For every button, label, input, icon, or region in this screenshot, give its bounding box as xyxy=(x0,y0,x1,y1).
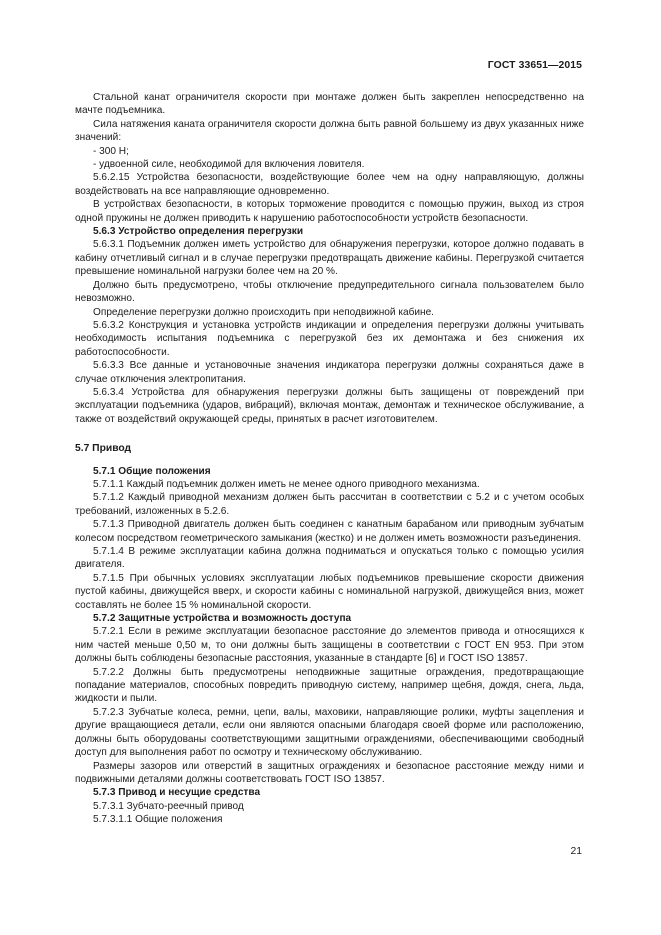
paragraph: 5.7.1.5 При обычных условиях эксплуатации любых подъемников превышение скорости движения пустой кабины, движущейся вверх, и скорости кабины с номинальной нагрузкой, движущейся вниз, может составлять не более 15 % номинальной скорости. xyxy=(75,572,584,611)
subsection-heading: 5.7.2 Защитные устройства и возможность доступа xyxy=(93,613,352,625)
paragraph: 5.7.2.2 Должны быть предусмотрены неподвижные защитные ограждения, предотвращающие попадание материалов, способных повредить приводную систему, например щебня, дождя, снега, льда, жидкости и пыли. xyxy=(75,666,584,705)
paragraph: 5.6.3.1 Подъемник должен иметь устройство для обнаружения перегрузки, которое должно подавать в кабину отчетливый сигнал и в случае перегрузки предотвращать движение кабины. Перегрузкой считается превышение номинальной нагрузки более чем на 20 %. xyxy=(75,239,584,278)
paragraph: Размеры зазоров или отверстий в защитных ограждениях и безопасное расстояние между ними и подвижными деталями должны соответствовать ГОСТ ISO 13857. xyxy=(75,760,584,785)
paragraph: 5.7.1.2 Каждый приводной механизм должен быть рассчитан в соответствии с 5.2 и с учетом особых требований, изложенных в 5.2.6. xyxy=(75,492,584,517)
paragraph: 5.7.3.1 Зубчато-реечный привод xyxy=(93,800,244,812)
paragraph: 5.7.1.1 Каждый подъемник должен иметь не менее одного приводного механизма. xyxy=(93,478,480,490)
paragraph: 5.6.3.2 Конструкция и установка устройств индикации и определения перегрузки должны учитывать необходимость испытания подъемника с перегрузкой без их демонтажа и без снижения их работоспособности. xyxy=(75,319,584,358)
paragraph: Стальной канат ограничителя скорости при монтаже должен быть закреплен непосредственно на мачте подъемника. xyxy=(75,92,584,117)
paragraph: 5.7.2.1 Если в режиме эксплуатации безопасное расстояние до элементов привода и относящихся к ним частей меньше 0,50 м, то они должны быть защищены в соответствии с ГОСТ EN 953. При этом должны быть соблюдены безопасные расстояния, указанные в стандарте [6] и ГОСТ ISO 13857. xyxy=(75,626,584,665)
document-header: ГОСТ 33651—2015 xyxy=(487,60,582,71)
subsection-heading: 5.6.3 Устройство определения перегрузки xyxy=(93,226,304,238)
paragraph: 5.6.2.15 Устройства безопасности, воздействующие более чем на одну направляющую, должны воздействовать на все направляющие одновременно. xyxy=(75,172,584,197)
paragraph: 5.6.3.3 Все данные и установочные значения индикатора перегрузки должны сохраняться даже в случае отключения электропитания. xyxy=(75,360,584,385)
list-item: - удвоенной силе, необходимой для включения ловителя. xyxy=(93,159,365,171)
list-item: - 300 Н; xyxy=(93,145,129,157)
section-heading: 5.7 Привод xyxy=(75,443,132,455)
paragraph: Должно быть предусмотрено, чтобы отключение предупредительного сигнала пользователем было невозможно. xyxy=(75,279,584,305)
paragraph: 5.7.1.3 Приводной двигатель должен быть соединен с канатным барабаном или приводным зубчатым колесом посредством геометрического замыкания (жестко) и не должен иметь возможности разъединения. xyxy=(75,519,584,544)
subsection-heading: 5.7.3 Привод и несущие средства xyxy=(93,787,261,799)
paragraph: В устройствах безопасности, в которых торможение проводится с помощью пружин, выход из строя одной пружины не должен приводить к нарушению работоспособности устройств безопасности. xyxy=(75,199,584,224)
paragraph: Сила натяжения каната ограничителя скорости должна быть равной большему из двух указанных ниже значений: xyxy=(75,118,584,144)
paragraph: Определение перегрузки должно происходить при неподвижной кабине. xyxy=(93,306,434,318)
paragraph: 5.7.1.4 В режиме эксплуатации кабина должна подниматься и опускаться только с помощью усилия двигателя. xyxy=(75,546,584,571)
paragraph: 5.7.2.3 Зубчатые колеса, ремни, цепи, валы, маховики, направляющие ролики, муфты зацепления и другие вращающиеся детали, если они являются опасными благодаря своей форме или расположению, должны быть оборудованы соответствующими защитными ограждениями, обеспечивающими свободный доступ для выполнения работ по осмотру и техническому обслуживанию. xyxy=(75,706,584,759)
paragraph: 5.6.3.4 Устройства для обнаружения перегрузки должны быть защищены от повреждений при эксплуатации подъемника (ударов, вибраций), включая монтаж, демонтаж и техническое обслуживание, а также от воздействий окружающей среды, принятых в расчет изготовителем. xyxy=(75,386,584,425)
subsection-heading: 5.7.1 Общие положения xyxy=(93,465,211,477)
document-body xyxy=(75,91,584,827)
paragraph: 5.7.3.1.1 Общие положения xyxy=(93,814,223,826)
page-number: 21 xyxy=(570,846,582,857)
